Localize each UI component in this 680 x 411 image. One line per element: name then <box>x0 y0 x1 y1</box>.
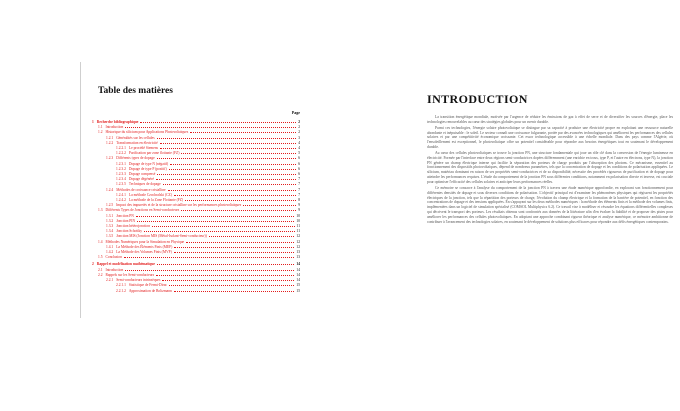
toc-leader-dots <box>125 267 294 271</box>
toc-entry-number: 2.2.1.2 <box>116 288 126 293</box>
toc-leader-dots <box>160 140 296 144</box>
toc-entry-page: 12 <box>296 234 300 239</box>
toc-entry-number: 1.2.3.3 <box>116 172 126 177</box>
toc-entry-page: 13 <box>296 255 300 260</box>
toc-entry-page: 11 <box>296 229 300 234</box>
toc-entry-page: 13 <box>296 250 300 255</box>
toc-entry-page: 8 <box>298 198 300 203</box>
toc-entry-label: Transformation en électricité <box>116 140 158 145</box>
toc-entry-number: 1.3.5 <box>106 234 114 239</box>
toc-leader-dots <box>163 181 296 185</box>
toc-entry-number: 1.2.3.5 <box>116 182 126 187</box>
toc-entry-number: 1.3.4 <box>106 229 114 234</box>
toc-leader-dots <box>190 129 296 133</box>
toc-entry-label: Méthodes de croissance cristalline <box>116 187 166 192</box>
toc-entry-number: 1.2.4 <box>106 187 114 192</box>
toc-entry-label: Différents types de dopage <box>116 156 155 161</box>
toc-entry-page: 12 <box>296 244 300 249</box>
toc-entry-label: Le procédé Siemens <box>128 146 159 151</box>
toc-entry-label: Introduction <box>105 267 124 272</box>
intro-paragraph: Ce mémoire se consacre à l'analyse du comportement de la jonction PN à travers une étude numérique approfondie, en explorant son fonctionnement pour différentes densités de dopage et sous diverses conditions de polarisation. L'objectif principal est d'examiner les phénomènes physiques qui régissent les propriétés électriques de la jonction, tels que la répartition des porteurs de charge, l'évolution du champ électrique et la formation de la barrière de potentiel, en fonction des concentrations de dopage et des tensions appliquées. En s'appuyant sur les deux méthodes numériques : la méthode des éléments finis et la méthode des volumes finis, implémentées dans un logiciel de simulation spécialisé (COMSOL Multiphysics 6.2). Ce travail vise à modéliser et résoudre les équations différentielles complexes qui décrivent le transport des porteurs. Les résultats obtenus sont confrontés aux données de la littérature afin d'en évaluer la fiabilité et de proposer des pistes pour améliorer les performances des cellules photovoltaïques. En adoptant une approche combinant rigueur théorique et analyse numérique, ce mémoire ambitionne de contribuer à l'avancement des technologies solaires, en soutenant le développement de solutions plus efficaces pour répondre aux défis énergétiques contemporains. <box>427 185 673 224</box>
toc-entry-label: La méthode Czochralski (CZ) <box>128 192 172 197</box>
toc-page-column-header: Page <box>291 110 300 115</box>
toc-entry-label: La Méthode des Éléments Finis (MEF) <box>116 244 173 249</box>
toc-leader-dots <box>157 155 296 159</box>
toc-entry-page: 6 <box>298 161 300 166</box>
toc-entry-page: 14 <box>296 272 300 277</box>
toc-leader-dots <box>156 176 296 180</box>
toc-entry-label: Rappels sur les Semi-conducteurs <box>105 272 155 277</box>
toc-leader-dots <box>174 244 294 248</box>
toc-entry-page: 6 <box>298 172 300 177</box>
toc-entry-number: 1.5 <box>98 255 103 260</box>
toc-entry-number: 2.2 <box>98 272 103 277</box>
toc-entry-label: Historique du silicium pour Applications Photovoltaïques <box>105 130 189 135</box>
toc-entry-number: 1.3.1 <box>106 213 114 218</box>
intro-page <box>427 92 673 226</box>
toc-leader-dots <box>136 213 295 217</box>
toc-entry-number: 1.2.3.2 <box>116 166 126 171</box>
toc-entry-number: 2.2.1 <box>106 278 114 283</box>
toc-entry-label: Jonction hétérojonction <box>116 224 151 229</box>
toc-entry-label: Dopage de type P (positif) <box>128 166 167 171</box>
toc-leader-dots <box>181 150 296 154</box>
toc-entry-number: 1.4.1 <box>106 244 114 249</box>
toc-entry-number: 1.2.2.1 <box>116 146 126 151</box>
toc-leader-dots <box>169 282 294 286</box>
toc-leader-dots <box>185 197 296 201</box>
toc-leader-dots <box>144 228 294 232</box>
toc-entry-number: 1.2.3 <box>106 156 114 161</box>
toc-entry-page: 4 <box>298 146 300 151</box>
toc-entry-label: Jonction Schottky <box>116 229 143 234</box>
toc-entry-page: 10 <box>296 213 300 218</box>
toc-entry-page: 2 <box>298 130 300 135</box>
toc-entry-number: 1.3.3 <box>106 224 114 229</box>
toc-leader-dots <box>243 202 296 206</box>
toc-leader-dots <box>174 288 295 292</box>
toc-entry-label: Généralités sur les cellules <box>116 135 155 140</box>
toc-entry-page: 6 <box>298 166 300 171</box>
toc-entry-label: La méthode de la Zone Flottante (FZ) <box>128 198 184 203</box>
toc-leader-dots <box>181 207 296 211</box>
toc-entry-label: Dopage de type N (négatif) <box>128 161 169 166</box>
toc-entry-label: Jonction PIN <box>116 218 136 223</box>
toc-list <box>92 119 300 293</box>
toc-entry-page: 14 <box>296 262 300 267</box>
toc-entry-page: 15 <box>296 283 300 288</box>
toc-entry-number: 1.3 <box>98 208 103 213</box>
toc-entry-label: La Méthode des Volumes Finis (MVF) <box>116 250 172 255</box>
toc-entry-number: 1.2.4.2 <box>116 198 126 203</box>
toc-entry-page: 7 <box>298 187 300 192</box>
toc-entry-page: 4 <box>298 140 300 145</box>
intro-body <box>427 115 673 225</box>
toc-entry-page: 10 <box>296 218 300 223</box>
toc-entry-number: 1.2.2 <box>106 140 114 145</box>
toc-entry-label: Dopage compensé <box>128 172 156 177</box>
toc-entry-label: Introduction <box>105 125 124 130</box>
toc-leader-dots <box>169 166 297 170</box>
toc-entry-number: 1.2.5 <box>106 203 114 208</box>
toc-entry-label: Méthodes Numériques pour la Simulation en Physique <box>105 239 185 244</box>
toc-entry-page: 12 <box>296 239 300 244</box>
toc-entry-page: 9 <box>298 208 300 213</box>
toc-entry-page: 7 <box>298 177 300 182</box>
toc-leader-dots <box>157 171 296 175</box>
intro-paragraph: Au cœur des cellules photovoltaïques se trouve la jonction PN, une structure fondamentale qui joue un rôle clé dans la conversion de l'énergie lumineuse en électricité. Formée par l'interface entre deux régions semi-conductrices dopées différemment (une enrichie en trous, type P, et l'autre en électrons, type N), la jonction PN génère un champ électrique interne qui facilite la séparation des porteurs de charge produits par l'absorption des photons. Ce mécanisme, essentiel au fonctionnement des dispositifs photovoltaïques, dépend de nombreux paramètres, tels que la concentration de dopage et les conditions de polarisation appliquées. Le silicium, matériau dominant en raison de ses propriétés semi-conductrices et de sa disponibilité, nécessite des procédés rigoureux de purification et de dopage pour atteindre les performances requises. L'étude du comportement de la jonction PN sous différentes conditions, notamment en polarisation directe et inverse, est cruciale pour optimiser l'efficacité des cellules solaires et anticiper leurs performances réelles. <box>427 150 673 184</box>
toc-leader-dots <box>152 223 295 227</box>
toc-entry-label: Purification par zone flottante (FZ) <box>128 151 180 156</box>
toc-leader-dots <box>174 249 295 253</box>
toc-entry-label: Recherche bibliographique <box>96 120 139 124</box>
toc-entry-page: 6 <box>298 156 300 161</box>
intro-paragraph: Parmi ces technologies, l'énergie solaire photovoltaïque se distingue par sa capacité à produire une électricité propre en exploitant une ressource naturelle abondante et inépuisable : le soleil. Le secteur connaît une croissance fulgurante, portée par des avancées technologiques qui améliorent les performances des cellules solaires et par une compétitivité économique croissante. Cet essor technologique accessible à une échelle mondiale. Dans des pays comme l'Algérie, où l'ensoleillement est exceptionnel, le photovoltaïque offre un potentiel considérable pour répondre aux besoins énergétiques tout en soutenant le développement durable. <box>427 125 673 150</box>
toc-entry-label: Impact des impuretés et de la structure cristalline sur les performances photovoltaïques <box>116 203 242 208</box>
toc-entry-number: 1 <box>92 120 94 124</box>
toc-entry-label: Rappel et modélisation mathématique <box>96 262 155 267</box>
toc-entry-number: 1.2.3.4 <box>116 177 126 182</box>
toc-leader-dots <box>156 272 294 276</box>
toc-entry-label: Dopage dégénéré <box>128 177 154 182</box>
toc-entry-number: 1.2 <box>98 130 103 135</box>
toc-leader-dots <box>125 124 296 128</box>
toc-entry-number: 1.2.2.2 <box>116 151 126 156</box>
toc-entry-number: 1.2.3.1 <box>116 161 126 166</box>
toc-entry-number: 1.4 <box>98 239 103 244</box>
toc-entry-label: Jonction MIS (Jonction MIS (Métal-Isolant-Semi-conducteur)) <box>116 234 207 239</box>
toc-entry-page: 2 <box>298 125 300 130</box>
toc-entry-page: 7 <box>298 192 300 197</box>
toc-entry-number: 2.2.1.1 <box>116 283 126 288</box>
toc-leader-dots <box>140 119 296 123</box>
toc-page <box>92 82 300 293</box>
toc-entry-number: 1.1 <box>98 125 103 130</box>
toc-entry-label: Conclusion <box>105 255 122 260</box>
toc-title: Table des matières <box>98 86 173 96</box>
toc-leader-dots <box>186 239 294 243</box>
toc-entry-label: Approximation de Boltzmann <box>128 288 172 293</box>
toc-leader-dots <box>157 135 297 139</box>
toc-leader-dots <box>170 161 296 165</box>
toc-entry-label: Techniques de dopage <box>128 182 161 187</box>
toc-entry[interactable] <box>92 288 300 293</box>
toc-entry-page: 14 <box>296 278 300 283</box>
toc-entry-label: Statistique de Fermi-Dirac <box>128 283 168 288</box>
toc-leader-dots <box>157 261 294 265</box>
toc-entry-number: 2.1 <box>98 267 103 272</box>
toc-entry-page: 3 <box>298 135 300 140</box>
toc-leader-dots <box>174 192 296 196</box>
toc-entry-number: 1.3.2 <box>106 218 114 223</box>
page-margin-rule <box>80 62 81 318</box>
toc-entry-page: 14 <box>296 267 300 272</box>
toc-entry-label: Semi-conducteurs intrinsèques <box>116 278 161 283</box>
toc-leader-dots <box>209 233 295 237</box>
toc-entry-page: 11 <box>296 224 300 229</box>
toc-leader-dots <box>168 187 297 191</box>
toc-entry-page: 15 <box>296 288 300 293</box>
toc-entry[interactable] <box>92 254 300 259</box>
toc-entry-page: 2 <box>298 120 300 124</box>
toc-entry-page: 7 <box>298 182 300 187</box>
toc-entry-number: 1.2.4.1 <box>116 192 126 197</box>
toc-leader-dots <box>137 218 294 222</box>
toc-entry-number: 1.4.2 <box>106 250 114 255</box>
toc-entry-label: Jonction PN <box>116 213 134 218</box>
intro-title: INTRODUCTION <box>427 92 528 106</box>
intro-paragraph: La transition énergétique mondiale, motivée par l'urgence de réduire les émissions de gaz à effet de serre et de diversifier les sources d'énergie, place les technologies renouvelables au cœur des stratégies globales pour un avenir durable. <box>427 115 673 124</box>
toc-leader-dots <box>124 254 295 258</box>
toc-entry-number: 2 <box>92 262 94 267</box>
toc-leader-dots <box>162 277 294 281</box>
toc-entry-number: 1.2.1 <box>106 135 114 140</box>
toc-entry-page: 9 <box>298 203 300 208</box>
toc-entry-page: 5 <box>298 151 300 156</box>
toc-entry-label: Différents Types de Jonctions en Semi-conducteurs <box>105 208 180 213</box>
toc-leader-dots <box>160 145 296 149</box>
